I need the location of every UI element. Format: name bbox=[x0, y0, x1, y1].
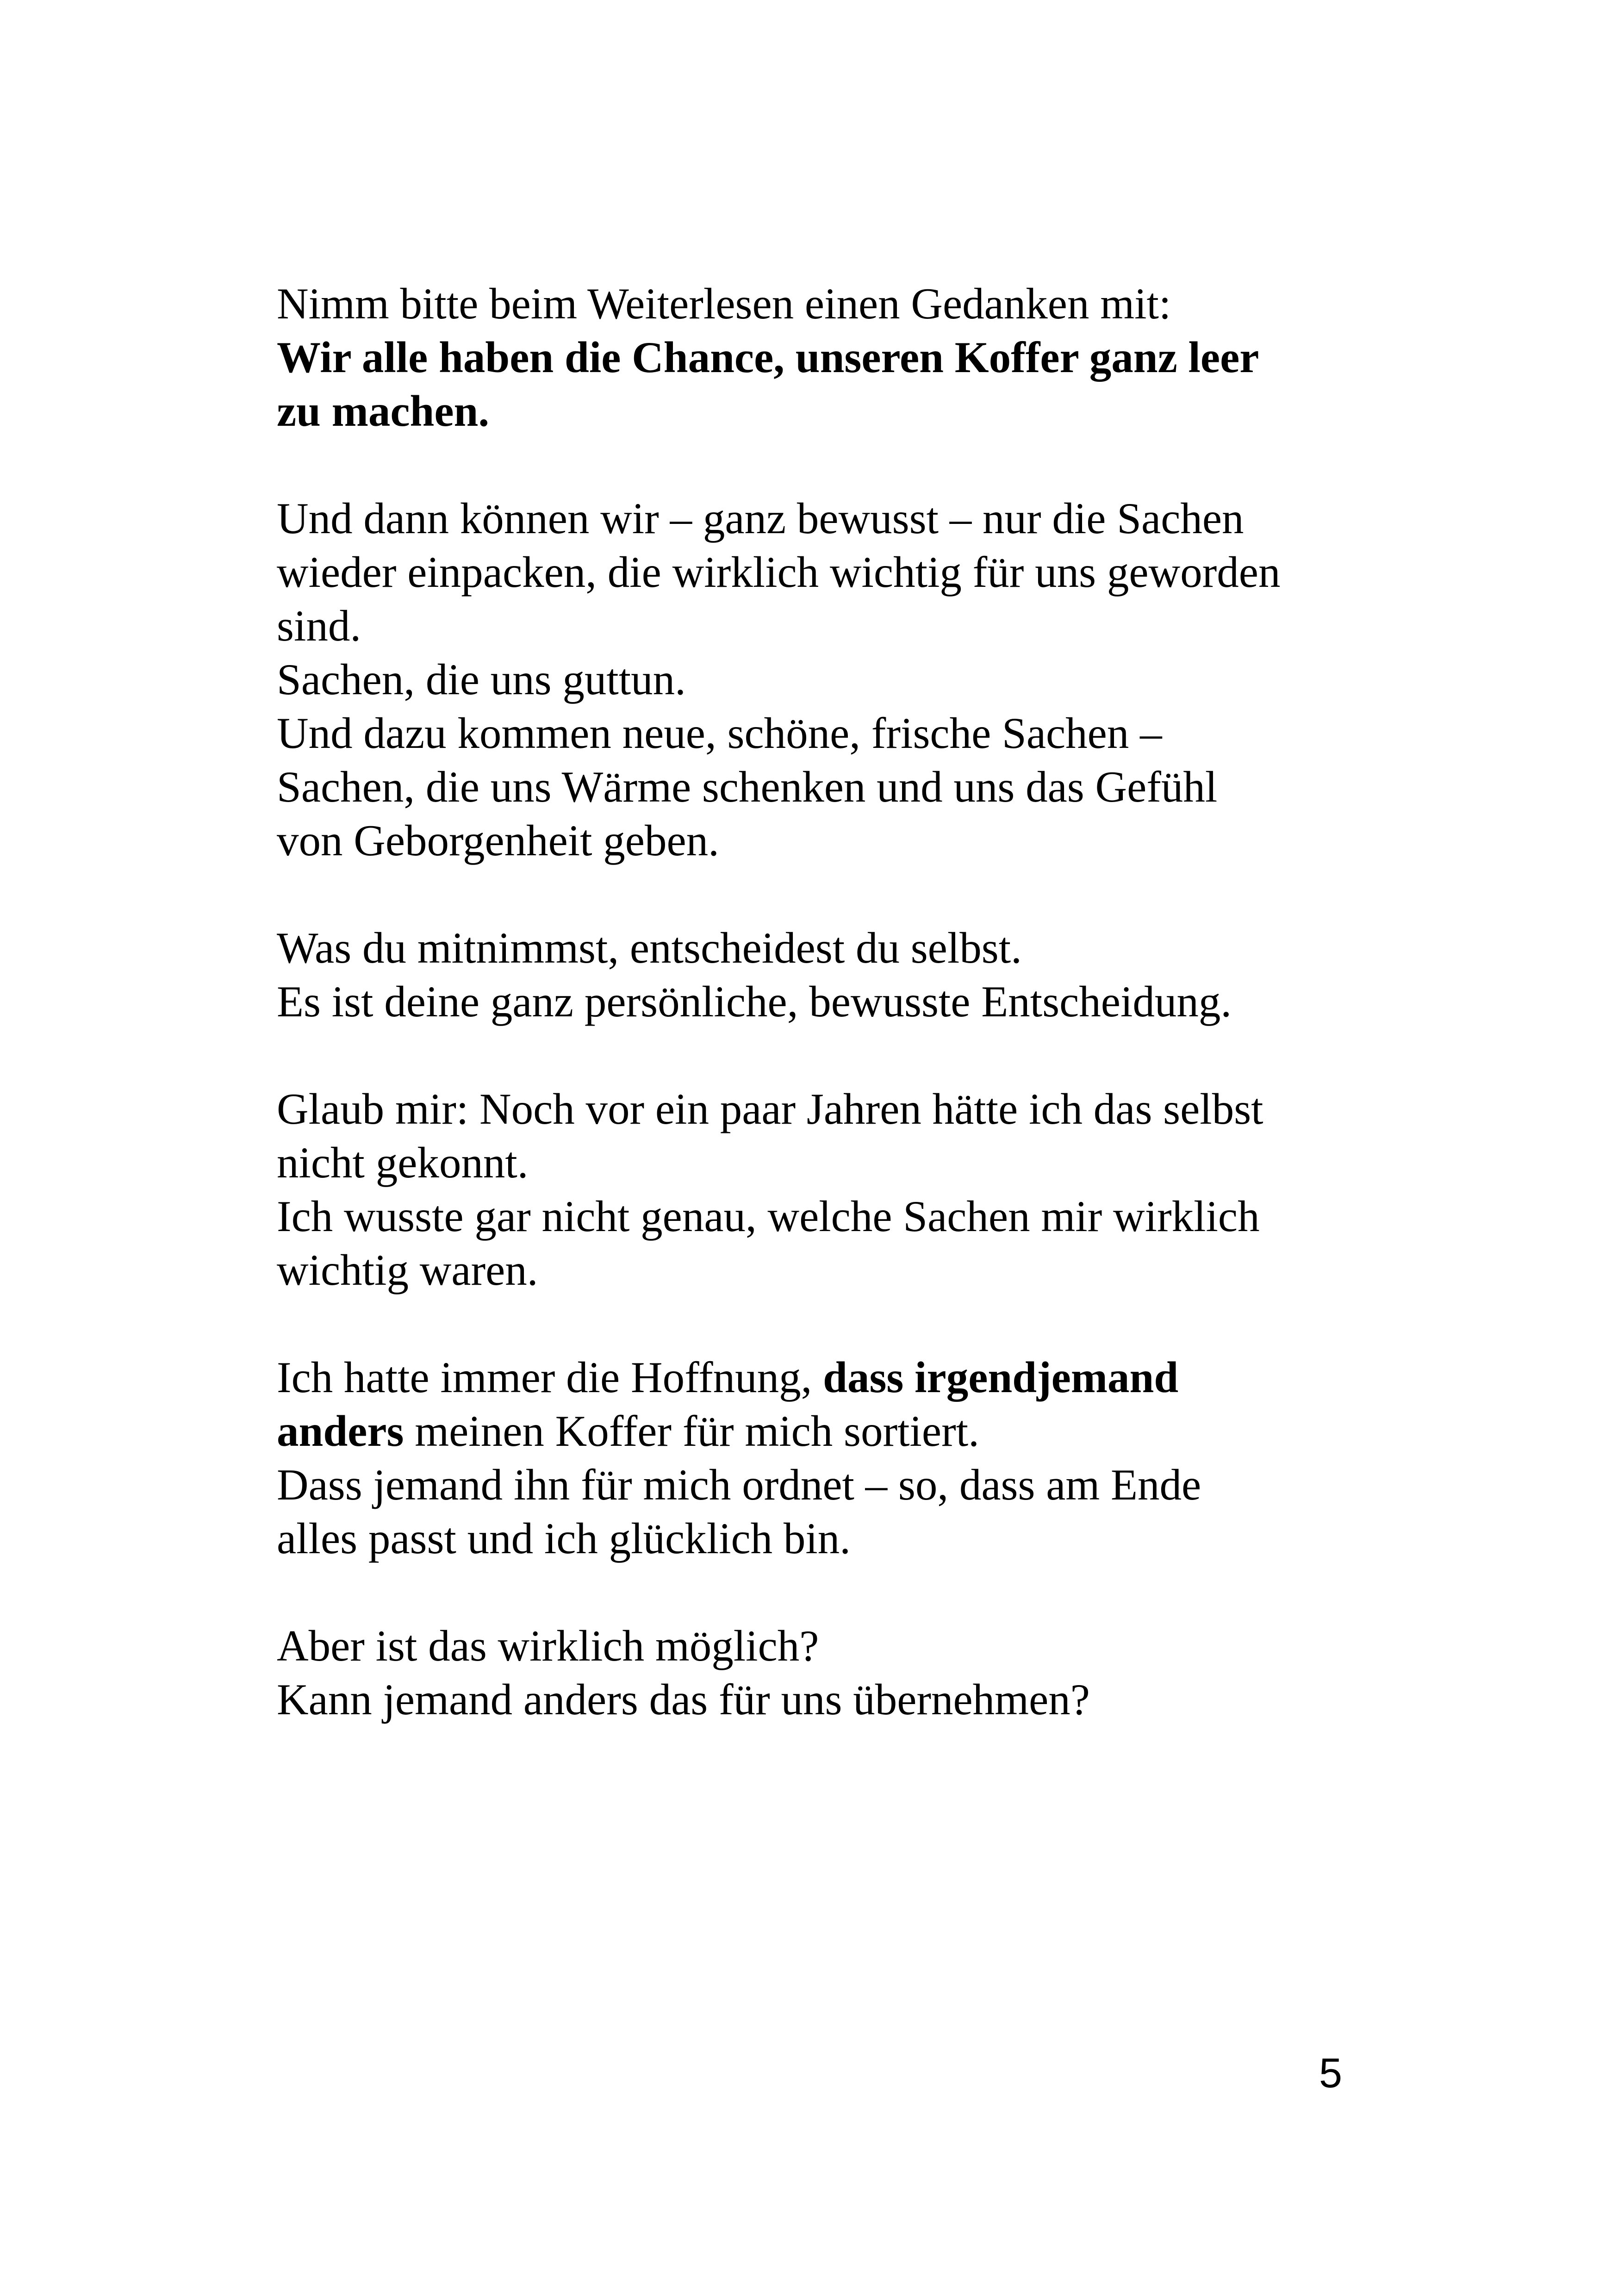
text-line: Kann jemand anders das für uns übernehmen? bbox=[277, 1675, 1090, 1724]
text-line: sind. bbox=[277, 601, 361, 650]
text-line: Und dann können wir – ganz bewusst – nur die Sachen bbox=[277, 494, 1244, 543]
text-line: nicht gekonnt. bbox=[277, 1138, 529, 1187]
text-line: von Geborgenheit geben. bbox=[277, 816, 719, 865]
paragraph-6 bbox=[277, 1619, 1388, 1726]
text-line: Aber ist das wirklich möglich? bbox=[277, 1621, 819, 1670]
emphasis-line bbox=[277, 330, 1388, 384]
text-line: Nimm bitte beim Weiterlesen einen Gedanken mit: bbox=[277, 279, 1171, 328]
text-line: Ich wusste gar nicht genau, welche Sachen mir wirklich bbox=[277, 1192, 1260, 1241]
bold-text: Wir alle haben die Chance, unseren Koffer ganz leer bbox=[277, 333, 1259, 382]
paragraph-spacer bbox=[277, 1297, 1388, 1350]
paragraph-spacer bbox=[277, 1565, 1388, 1619]
text-line bbox=[277, 1404, 1388, 1458]
text-line: Dass jemand ihn für mich ordnet – so, dass am Ende bbox=[277, 1460, 1201, 1509]
text-line: Sachen, die uns guttun. bbox=[277, 655, 686, 704]
text-line: Was du mitnimmst, entscheidest du selbst. bbox=[277, 923, 1022, 972]
paragraph-2 bbox=[277, 492, 1388, 867]
paragraph-4 bbox=[277, 1082, 1388, 1297]
bold-text: anders bbox=[277, 1406, 404, 1456]
text-line: Und dazu kommen neue, schöne, frische Sachen – bbox=[277, 709, 1162, 758]
text-line: Sachen, die uns Wärme schenken und uns das Gefühl bbox=[277, 762, 1218, 811]
emphasis-line bbox=[277, 384, 1388, 438]
bold-text: dass irgendjemand bbox=[823, 1353, 1179, 1402]
text-line bbox=[277, 1350, 1388, 1404]
page-number: 5 bbox=[1319, 2050, 1342, 2097]
paragraph-spacer bbox=[277, 867, 1388, 921]
text-line: Glaub mir: Noch vor ein paar Jahren hätte ich das selbst bbox=[277, 1084, 1263, 1133]
bold-text: zu machen. bbox=[277, 386, 490, 436]
plain-text: meinen Koffer für mich sortiert. bbox=[404, 1406, 979, 1456]
body-text bbox=[277, 277, 1388, 1726]
paragraph-spacer bbox=[277, 1028, 1388, 1082]
plain-text: Ich hatte immer die Hoffnung, bbox=[277, 1353, 823, 1402]
paragraph-1 bbox=[277, 277, 1388, 438]
paragraph-spacer bbox=[277, 438, 1388, 492]
text-line: wichtig waren. bbox=[277, 1245, 538, 1294]
text-line: wieder einpacken, die wirklich wichtig für uns geworden bbox=[277, 548, 1281, 597]
text-line: Es ist deine ganz persönliche, bewusste Entscheidung. bbox=[277, 977, 1232, 1026]
paragraph-5 bbox=[277, 1350, 1388, 1565]
paragraph-3 bbox=[277, 921, 1388, 1028]
text-line: alles passt und ich glücklich bin. bbox=[277, 1514, 851, 1563]
